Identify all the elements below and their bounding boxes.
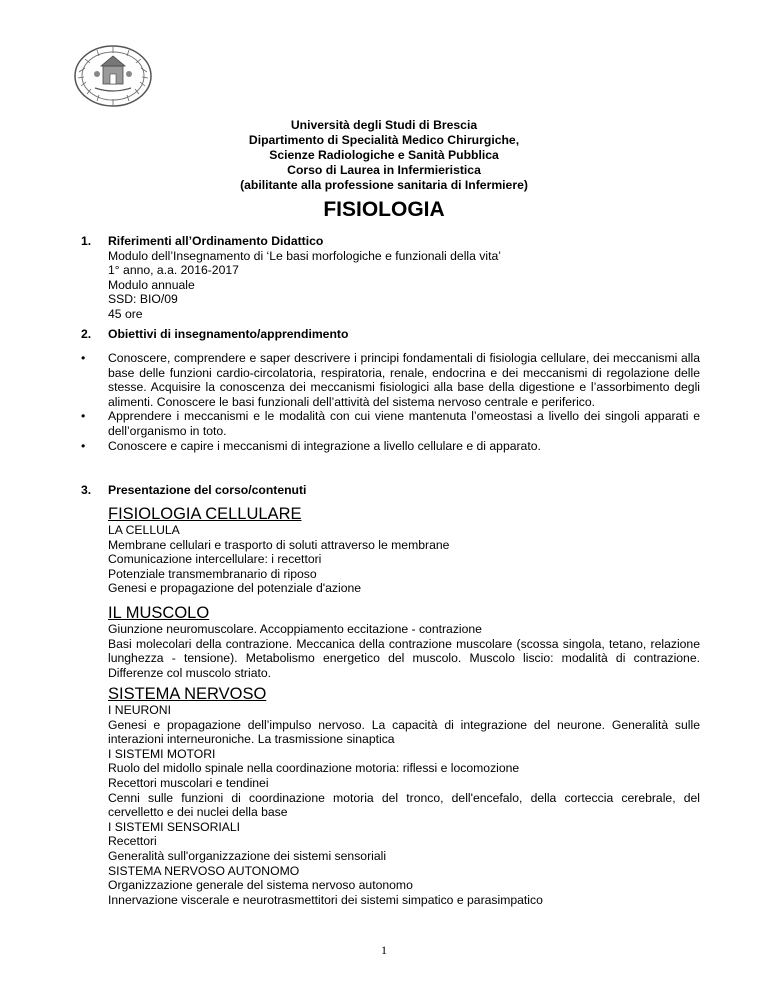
qualification-note: (abilitante alla professione sanitaria di Infermiere) bbox=[240, 178, 528, 192]
section-1-line: 1° anno, a.a. 2016-2017 bbox=[108, 263, 239, 278]
department-name-2: Scienze Radiologiche e Sanità Pubblica bbox=[269, 148, 499, 162]
section-2-title: Obiettivi di insegnamento/apprendimento bbox=[108, 327, 349, 341]
objectives-list bbox=[81, 351, 700, 453]
document-title: FISIOLOGIA bbox=[323, 198, 445, 221]
objective-text: Apprendere i meccanismi e le modalità con cui viene mantenuta l’omeostasi a livello dei singoli apparati e dell’organismo in toto. bbox=[108, 409, 700, 438]
bullet-icon: • bbox=[81, 409, 86, 424]
content-line: Recettori muscolari e tendinei bbox=[108, 775, 269, 790]
section-3-title: Presentazione del corso/contenuti bbox=[108, 483, 307, 497]
section-1-line: SSD: BIO/09 bbox=[108, 292, 178, 307]
section-1-title: Riferimenti all’Ordinamento Didattico bbox=[108, 234, 324, 248]
content-paragraph: Genesi e propagazione dell’impulso nervoso. La capacità di integrazione del neurone. Generalità sulle interazioni interneuroniche. La trasmissione sinaptica bbox=[108, 717, 700, 747]
content-line: Genesi e propagazione del potenziale d'azione bbox=[108, 581, 362, 596]
content-line: Recettori bbox=[108, 834, 157, 849]
fisiologia-cellulare-block bbox=[108, 505, 700, 596]
section-1-number: 1. bbox=[81, 234, 92, 248]
list-item bbox=[81, 409, 700, 438]
section-3-number: 3. bbox=[81, 483, 92, 497]
bullet-icon: • bbox=[81, 351, 86, 365]
objective-text: Conoscere, comprendere e saper descrivere i principi fondamentali di fisiologia cellulare, dei meccanismi alla base delle funzioni cardio-circolatoria, respiratoria, renale, endocrina e dei meccanismi di regolazione delle stesse. Acquisire la conoscenza dei meccanismi fisiologici alla base della digestione e l’assorbimento degli alimenti. Conoscere le basi funzionali dell’attività del sistema nervoso centrale e periferico. bbox=[108, 351, 700, 409]
section-1-line: Modulo dell’Insegnamento di ‘Le basi morfologiche e funzionali della vita’ bbox=[108, 248, 501, 263]
content-line: Organizzazione generale del sistema nervoso autonomo bbox=[108, 878, 413, 893]
content-paragraph: Basi molecolari della contrazione. Meccanica della contrazione muscolare (scossa singola, tetano, relazione lunghezza - tensione). Metabolismo energetico del muscolo. Muscolo liscio: modalità di contrazione. Differenze col muscolo striato. bbox=[108, 636, 700, 680]
subheading: SISTEMA NERVOSO AUTONOMO bbox=[108, 863, 300, 878]
list-item bbox=[81, 438, 700, 454]
muscolo-heading: IL MUSCOLO bbox=[108, 604, 210, 622]
section-1 bbox=[81, 234, 501, 322]
bullet-icon: • bbox=[81, 438, 86, 453]
content-line: Membrane cellulari e trasporto di soluti attraverso le membrane bbox=[108, 537, 450, 552]
content-line: Generalità sull'organizzazione dei sistemi sensoriali bbox=[108, 848, 387, 863]
content-line: Giunzione neuromuscolare. Accoppiamento eccitazione - contrazione bbox=[108, 622, 482, 636]
content-line: Comunicazione intercellulare: i recettori bbox=[108, 552, 322, 567]
sistema-nervoso-heading: SISTEMA NERVOSO bbox=[108, 685, 267, 703]
content-line: LA CELLULA bbox=[108, 523, 180, 537]
university-seal-logo bbox=[73, 44, 153, 108]
course-name: Corso di Laurea in Infermieristica bbox=[287, 163, 481, 177]
section-2-heading bbox=[81, 327, 349, 342]
section-1-line: Modulo annuale bbox=[108, 277, 195, 292]
subheading: I NEURONI bbox=[108, 703, 171, 717]
section-1-line: 45 ore bbox=[108, 306, 143, 321]
subheading: I SISTEMI SENSORIALI bbox=[108, 819, 241, 834]
institution-header bbox=[0, 118, 768, 193]
section-2-number: 2. bbox=[81, 327, 92, 341]
page-number: 1 bbox=[381, 943, 387, 957]
content-paragraph: Cenni sulle funzioni di coordinazione motoria del tronco, dell'encefalo, della corteccia cerebrale, del cervelletto e dei nuclei della base bbox=[108, 790, 700, 820]
university-name: Università degli Studi di Brescia bbox=[290, 118, 478, 132]
content-line: Potenziale transmembranario di riposo bbox=[108, 566, 317, 581]
list-item bbox=[81, 351, 700, 409]
content-line: Ruolo del midollo spinale nella coordinazione motoria: riflessi e locomozione bbox=[108, 761, 520, 776]
subheading: I SISTEMI MOTORI bbox=[108, 746, 216, 761]
objective-text: Conoscere e capire i meccanismi di integrazione a livello cellulare e di apparato. bbox=[108, 438, 541, 453]
section-3-heading bbox=[81, 483, 307, 498]
fisiologia-cellulare-heading: FISIOLOGIA CELLULARE bbox=[108, 505, 302, 523]
content-line: Innervazione viscerale e neurotrasmettitori dei sistemi simpatico e parasimpatico bbox=[108, 892, 543, 907]
department-name: Dipartimento di Specialità Medico Chirurgiche, bbox=[248, 133, 520, 147]
sistema-nervoso-block bbox=[108, 685, 700, 907]
muscolo-block bbox=[108, 604, 700, 680]
